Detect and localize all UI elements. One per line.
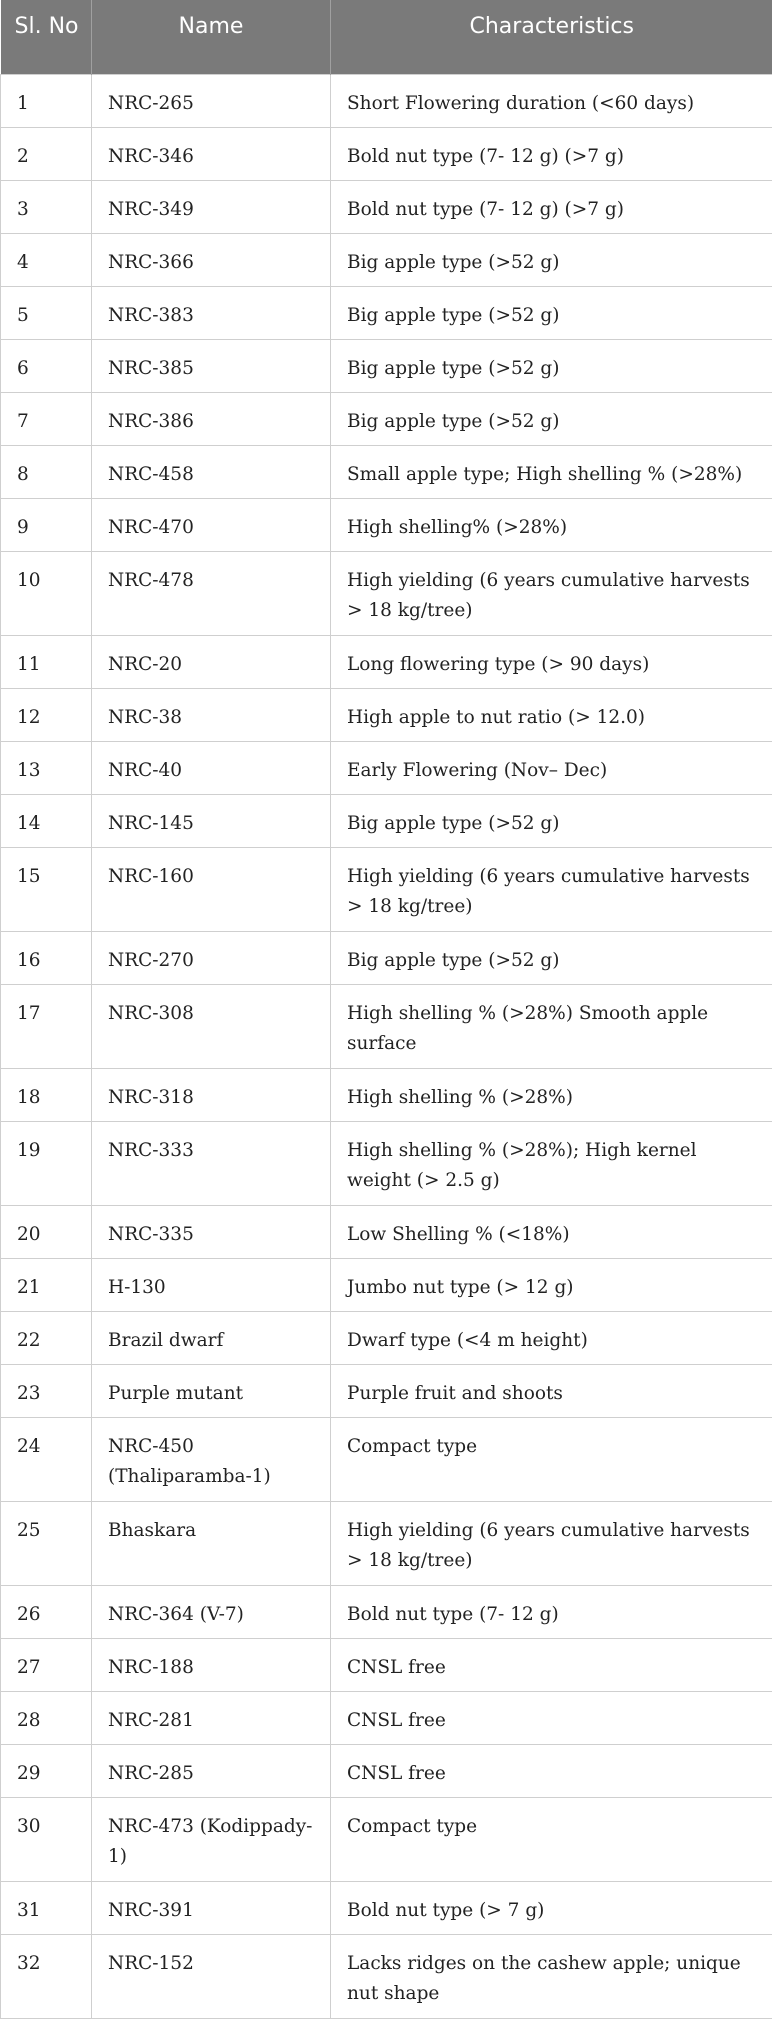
cell-sl-no: 16	[1, 931, 92, 984]
table-row	[1, 1934, 772, 2018]
cell-characteristics: Big apple type (>52 g)	[331, 233, 772, 286]
cell-characteristics: High yielding (6 years cumulative harvests > 18 kg/tree)	[331, 847, 772, 931]
cell-name: NRC-391	[92, 1881, 331, 1934]
cell-sl-no: 5	[1, 286, 92, 339]
table-row	[1, 1121, 772, 1205]
cell-sl-no: 3	[1, 180, 92, 233]
cell-sl-no: 31	[1, 1881, 92, 1934]
cell-characteristics: Short Flowering duration (<60 days)	[331, 74, 772, 127]
cell-name: NRC-346	[92, 127, 331, 180]
cell-characteristics: CNSL free	[331, 1638, 772, 1691]
cell-characteristics: High shelling % (>28%) Smooth apple surface	[331, 984, 772, 1068]
cell-sl-no: 29	[1, 1744, 92, 1797]
cell-characteristics: Early Flowering (Nov– Dec)	[331, 741, 772, 794]
cell-sl-no: 20	[1, 1205, 92, 1258]
cell-sl-no: 23	[1, 1364, 92, 1417]
table-row	[1, 1744, 772, 1797]
cell-characteristics: Jumbo nut type (> 12 g)	[331, 1258, 772, 1311]
table-row	[1, 1585, 772, 1638]
cell-sl-no: 8	[1, 445, 92, 498]
cell-name: NRC-473 (Kodippady-1)	[92, 1797, 331, 1881]
table-row	[1, 1691, 772, 1744]
table-row	[1, 233, 772, 286]
cell-name: NRC-308	[92, 984, 331, 1068]
cell-name: NRC-285	[92, 1744, 331, 1797]
cell-name: NRC-333	[92, 1121, 331, 1205]
cell-name: NRC-458	[92, 445, 331, 498]
cell-characteristics: Small apple type; High shelling % (>28%)	[331, 445, 772, 498]
cell-sl-no: 9	[1, 498, 92, 551]
cell-characteristics: High shelling % (>28%)	[331, 1068, 772, 1121]
cell-characteristics: Big apple type (>52 g)	[331, 392, 772, 445]
table-row	[1, 1501, 772, 1585]
table-header	[1, 0, 772, 74]
cell-characteristics: Bold nut type (7- 12 g) (>7 g)	[331, 127, 772, 180]
cell-sl-no: 12	[1, 688, 92, 741]
cell-characteristics: Bold nut type (7- 12 g)	[331, 1585, 772, 1638]
table-row	[1, 180, 772, 233]
cell-characteristics: Long flowering type (> 90 days)	[331, 635, 772, 688]
cell-name: NRC-270	[92, 931, 331, 984]
table-row	[1, 127, 772, 180]
cell-sl-no: 2	[1, 127, 92, 180]
cell-characteristics: Low Shelling % (<18%)	[331, 1205, 772, 1258]
cell-sl-no: 24	[1, 1417, 92, 1501]
cell-sl-no: 19	[1, 1121, 92, 1205]
cell-name: Brazil dwarf	[92, 1311, 331, 1364]
table-row	[1, 741, 772, 794]
cell-sl-no: 1	[1, 74, 92, 127]
table-body	[1, 74, 772, 2018]
table-row	[1, 1205, 772, 1258]
cell-characteristics: Dwarf type (<4 m height)	[331, 1311, 772, 1364]
cell-sl-no: 13	[1, 741, 92, 794]
cell-name: NRC-265	[92, 74, 331, 127]
cell-name: NRC-188	[92, 1638, 331, 1691]
cell-name: NRC-386	[92, 392, 331, 445]
cell-sl-no: 18	[1, 1068, 92, 1121]
header-name: Name	[92, 0, 331, 74]
cell-sl-no: 7	[1, 392, 92, 445]
cell-characteristics: High shelling % (>28%); High kernel weight (> 2.5 g)	[331, 1121, 772, 1205]
table-row	[1, 688, 772, 741]
table-row	[1, 498, 772, 551]
table-row	[1, 794, 772, 847]
cell-characteristics: High yielding (6 years cumulative harvests > 18 kg/tree)	[331, 551, 772, 635]
table-row	[1, 1417, 772, 1501]
cell-name: NRC-40	[92, 741, 331, 794]
cell-name: NRC-478	[92, 551, 331, 635]
cell-characteristics: Lacks ridges on the cashew apple; unique nut shape	[331, 1934, 772, 2018]
table-row	[1, 1311, 772, 1364]
table-row	[1, 984, 772, 1068]
table-row	[1, 1638, 772, 1691]
cell-characteristics: High yielding (6 years cumulative harvests > 18 kg/tree)	[331, 1501, 772, 1585]
cell-name: H-130	[92, 1258, 331, 1311]
cell-name: NRC-385	[92, 339, 331, 392]
cell-name: NRC-450 (Thaliparamba-1)	[92, 1417, 331, 1501]
cell-sl-no: 11	[1, 635, 92, 688]
cell-sl-no: 17	[1, 984, 92, 1068]
cell-characteristics: Compact type	[331, 1417, 772, 1501]
cell-characteristics: Big apple type (>52 g)	[331, 286, 772, 339]
cell-sl-no: 26	[1, 1585, 92, 1638]
cell-characteristics: Big apple type (>52 g)	[331, 931, 772, 984]
table-row	[1, 74, 772, 127]
cell-name: NRC-383	[92, 286, 331, 339]
cell-characteristics: Bold nut type (7- 12 g) (>7 g)	[331, 180, 772, 233]
cell-characteristics: Purple fruit and shoots	[331, 1364, 772, 1417]
cell-sl-no: 14	[1, 794, 92, 847]
table-row	[1, 847, 772, 931]
cell-sl-no: 4	[1, 233, 92, 286]
cell-sl-no: 27	[1, 1638, 92, 1691]
cell-name: NRC-318	[92, 1068, 331, 1121]
table-row	[1, 551, 772, 635]
cell-sl-no: 6	[1, 339, 92, 392]
table-row	[1, 445, 772, 498]
header-characteristics: Characteristics	[331, 0, 772, 74]
cell-name: NRC-364 (V-7)	[92, 1585, 331, 1638]
cell-name: Purple mutant	[92, 1364, 331, 1417]
cell-name: Bhaskara	[92, 1501, 331, 1585]
cell-name: NRC-335	[92, 1205, 331, 1258]
header-row	[1, 0, 772, 74]
cell-sl-no: 22	[1, 1311, 92, 1364]
cell-sl-no: 15	[1, 847, 92, 931]
header-sl-no: Sl. No	[1, 0, 92, 74]
table-row	[1, 392, 772, 445]
cell-name: NRC-145	[92, 794, 331, 847]
cell-characteristics: CNSL free	[331, 1691, 772, 1744]
cell-name: NRC-349	[92, 180, 331, 233]
table-row	[1, 339, 772, 392]
cell-name: NRC-20	[92, 635, 331, 688]
cell-characteristics: CNSL free	[331, 1744, 772, 1797]
cell-sl-no: 25	[1, 1501, 92, 1585]
table-row	[1, 1881, 772, 1934]
cell-characteristics: Big apple type (>52 g)	[331, 794, 772, 847]
cell-name: NRC-470	[92, 498, 331, 551]
cell-sl-no: 28	[1, 1691, 92, 1744]
cell-characteristics: Compact type	[331, 1797, 772, 1881]
cell-name: NRC-366	[92, 233, 331, 286]
cell-characteristics: Big apple type (>52 g)	[331, 339, 772, 392]
cell-sl-no: 30	[1, 1797, 92, 1881]
table-row	[1, 1364, 772, 1417]
cell-characteristics: Bold nut type (> 7 g)	[331, 1881, 772, 1934]
cell-name: NRC-38	[92, 688, 331, 741]
cell-name: NRC-152	[92, 1934, 331, 2018]
cell-characteristics: High shelling% (>28%)	[331, 498, 772, 551]
table-row	[1, 931, 772, 984]
table-row	[1, 1258, 772, 1311]
cell-sl-no: 21	[1, 1258, 92, 1311]
cell-name: NRC-281	[92, 1691, 331, 1744]
table-row	[1, 635, 772, 688]
cell-sl-no: 32	[1, 1934, 92, 2018]
table-row	[1, 286, 772, 339]
cell-characteristics: High apple to nut ratio (> 12.0)	[331, 688, 772, 741]
cell-name: NRC-160	[92, 847, 331, 931]
table-row	[1, 1797, 772, 1881]
cell-sl-no: 10	[1, 551, 92, 635]
table-row	[1, 1068, 772, 1121]
